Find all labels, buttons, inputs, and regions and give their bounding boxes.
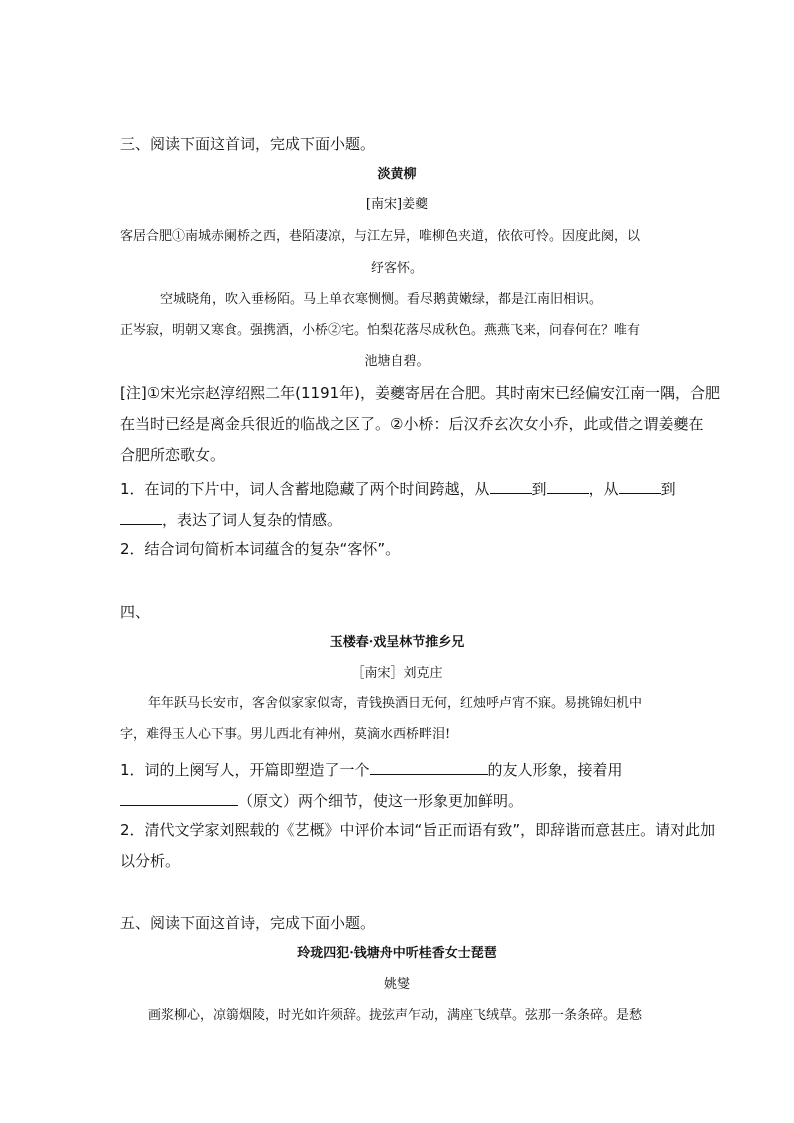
section3-verse-line1: 空城晓角，吹入垂杨陌。马上单衣寒恻恻。看尽鹅黄嫩绿，都是江南旧相识。: [160, 292, 603, 307]
section3-note-line3: 合肥所恋歌女。: [120, 446, 226, 464]
section3-poem-title: 淡黄柳: [377, 167, 417, 182]
section5-poem-title: 玲珑四犯·钱塘舟中听桂香女士琵琶: [297, 946, 497, 961]
section3-note-line1: [注]①宋光宗赵淳绍熙二年(1191年)，姜夔寄居在合肥。其时南宋已经偏安江南一隅，合肥: [120, 384, 721, 402]
section3-verse-line3: 池塘自碧。: [364, 354, 430, 369]
section4-poem-title: 玉楼春·戏呈林节推乡兄: [329, 635, 465, 650]
answer-blank[interactable]: [370, 758, 488, 775]
section3-poem-author: [南宋]姜夔: [365, 197, 429, 212]
section3-note-line2: 在当时已经是离金兵很近的临战之区了。②小桥：后汉乔玄次女小乔，此或借之谓姜夔在: [120, 415, 704, 433]
section3-preface-line2: 纾客怀。: [370, 261, 423, 276]
section4-q1-text-b: 的友人形象，接着用: [487, 761, 623, 779]
answer-blank[interactable]: [619, 477, 661, 494]
section5-heading: 五、阅读下面这首诗，完成下面小题。: [120, 914, 376, 932]
section4-q1-text-c: （原文）两个细节，使这一形象更加鲜明。: [238, 792, 524, 810]
section4-verse-line1: 年年跃马长安市，客舍似家家似寄，青钱换酒日无何，红烛呼卢宵不寐。易挑锦妇机中: [148, 696, 643, 711]
section4-poem-author: ［南宋］刘克庄: [351, 666, 443, 681]
section3-q1-text-a: 1．在词的下片中，词人含蓄地隐藏了两个时间跨越，从: [120, 480, 490, 498]
section3-q1-text-b: 到: [531, 480, 547, 498]
section4-verse-line2: 字，难得玉人心下事。男儿西北有神州，莫滴水西桥畔泪!: [120, 727, 451, 742]
section4-heading: 四、: [120, 603, 151, 621]
answer-blank[interactable]: [547, 477, 589, 494]
answer-blank[interactable]: [490, 477, 532, 494]
section5-verse-line1: 画浆柳心，凉篛烟陵，时光如许须辞。拢弦声乍动，满座飞绒草。弦那一条条碎。是愁: [148, 1008, 643, 1023]
section3-heading: 三、阅读下面这首词，完成下面小题。: [120, 135, 376, 153]
section3-verse-line2: 正岑寂，明朝又寒食。强携酒，小桥②宅。怕梨花落尽成秋色。燕燕飞来，问春何在？唯有: [120, 323, 641, 338]
section4-question1-line2: [120, 789, 523, 811]
section4-question2-line2: 以分析。: [120, 852, 181, 870]
answer-blank[interactable]: [120, 508, 162, 525]
section3-q1-text-c: ，从: [588, 480, 619, 498]
answer-blank[interactable]: [120, 789, 238, 806]
section3-question1-line2: [120, 508, 342, 530]
section4-q1-text-a: 1．词的上阕写人，开篇即塑造了一个: [120, 761, 370, 779]
section4-question2-line1: 2．清代文学家刘熙载的《艺概》中评价本词“旨正而语有致”，即辞谐而意甚庄。请对此加: [120, 821, 716, 839]
section3-question2: 2．结合词句简析本词蕴含的复杂“客怀”。: [120, 540, 401, 558]
section5-poem-author: 姚燮: [383, 977, 410, 992]
section3-question1-line1: [120, 477, 676, 499]
section4-question1-line1: [120, 758, 623, 780]
section3-q1-text-e: ，表达了词人复杂的情感。: [162, 511, 343, 529]
section3-q1-text-d: 到: [660, 480, 676, 498]
section3-preface-line1: 客居合肥①南城赤阑桥之西，巷陌凄凉，与江左异，唯柳色夹道，依依可怜。因度此阕，以: [120, 229, 641, 244]
